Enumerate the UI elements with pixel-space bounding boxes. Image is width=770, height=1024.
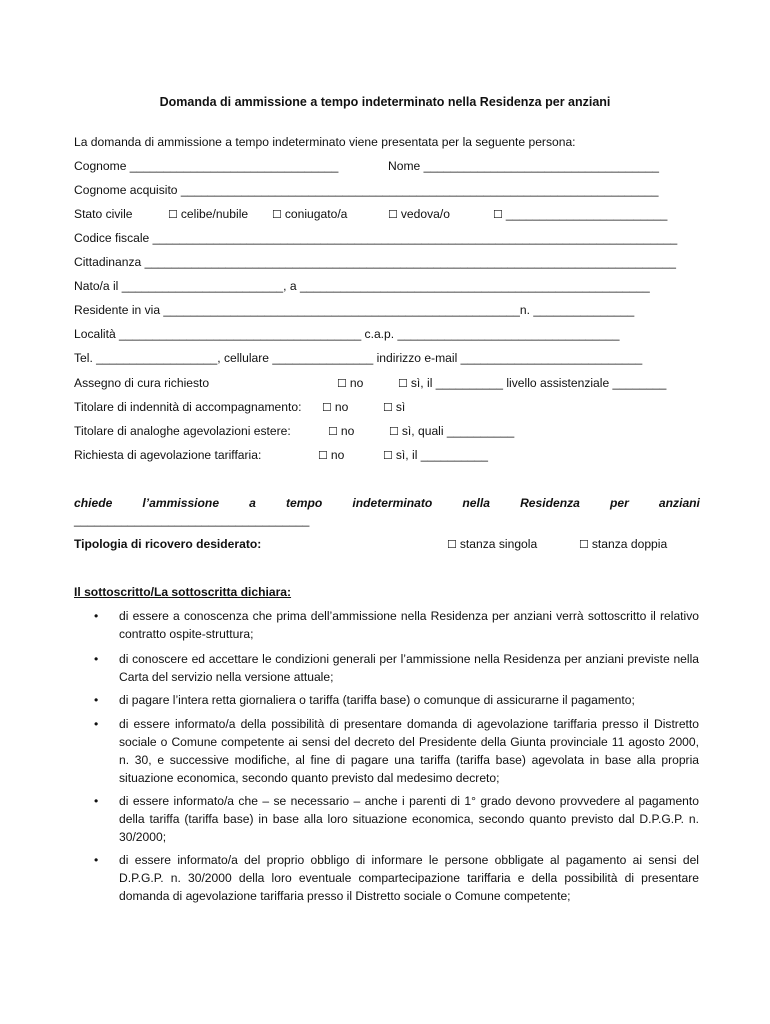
estere-row <box>74 423 694 439</box>
list-item: • di essere informato/a del proprio obbligo di informare le persone obbligate al pagamento ai sensi del D.P.G.P. n. 30/2000 della loro eventuale compartecipazione tariffaria e della possibilità di presentare domanda di agevolazione tariffaria presso il Distretto sociale o Comune competente; <box>94 853 699 903</box>
checkbox-icon[interactable]: ☐ <box>322 402 332 414</box>
list-item: • di pagare l’intera retta giornaliera o tariffa (tariffa base) o comunque di assicurarne il pagamento; <box>94 693 635 707</box>
checkbox-icon[interactable]: ☐ <box>272 209 282 221</box>
tel-field[interactable]: Tel. __________________, cellulare _______________ indirizzo e-mail ___________________________ <box>74 351 643 365</box>
stanza-singola-option[interactable]: ☐ stanza singola <box>447 537 538 551</box>
checkbox-icon[interactable]: ☐ <box>388 209 398 221</box>
cognome-acquisito-field[interactable]: Cognome acquisito _______________________________________________________________________ <box>74 183 659 197</box>
assegno-si-option[interactable]: ☐ sì, il __________ livello assistenziale ________ <box>398 376 667 390</box>
vedovo-option[interactable]: ☐ vedova/o <box>388 207 450 221</box>
agevolazione-si-option[interactable]: ☐ sì, il __________ <box>383 448 488 462</box>
checkbox-icon[interactable]: ☐ <box>328 426 338 438</box>
stato-civile-label: Stato civile <box>74 207 133 221</box>
list-item: • di essere informato/a della possibilità di presentare domanda di agevolazione tariffaria presso il Distretto sociale o Comune competente ai sensi del decreto del Presidente della Giunta provinciale 11 agosto 2000, n. 30, e successive modifiche, al fine di pagare una tariffa (tariffa base) agevolata in base alla propria situazione economica, secondo quanto previsto dal medesimo decreto; <box>94 717 699 785</box>
checkbox-icon[interactable]: ☐ <box>579 539 589 551</box>
assegno-no-option[interactable]: ☐ no <box>337 376 364 390</box>
checkbox-icon[interactable]: ☐ <box>383 450 393 462</box>
indennita-no-option[interactable]: ☐ no <box>322 400 349 414</box>
nato-field[interactable]: Nato/a il ________________________, a ____________________________________________________ <box>74 279 650 293</box>
list-item: • di essere a conoscenza che prima dell’ammissione nella Residenza per anziani verrà sottoscritto il relativo contratto ospite-struttura; <box>94 609 699 641</box>
stato-altro-option[interactable]: ☐ ________________________ <box>493 207 668 221</box>
checkbox-icon[interactable]: ☐ <box>447 539 457 551</box>
tipologia-row <box>74 536 694 552</box>
localita-field[interactable]: Località ____________________________________ c.a.p. _________________________________ <box>74 327 620 341</box>
list-item: • di essere informato/a che – se necessario – anche i parenti di 1° grado devono provvedere al pagamento della tariffa (tariffa base) in base alla loro situazione economica, secondo quanto previsto dal D.P.G.P. n. 30/2000; <box>94 794 699 844</box>
checkbox-icon[interactable]: ☐ <box>389 426 399 438</box>
checkbox-icon[interactable]: ☐ <box>493 209 503 221</box>
estere-no-option[interactable]: ☐ no <box>328 424 355 438</box>
agevolazione-label: Richiesta di agevolazione tariffaria: <box>74 448 262 462</box>
intro-text: La domanda di ammissione a tempo indeterminato viene presentata per la seguente persona: <box>74 135 576 149</box>
cognome-field[interactable]: Cognome _______________________________ <box>74 159 339 173</box>
chiede-line: chiede l’ammissione a tempo indeterminato nella Residenza per anziani <box>74 496 700 510</box>
agevolazione-no-option[interactable]: ☐ no <box>318 448 345 462</box>
assegno-label: Assegno di cura richiesto <box>74 376 210 390</box>
indennita-label: Titolare di indennità di accompagnamento: <box>74 400 302 414</box>
checkbox-icon[interactable]: ☐ <box>318 450 328 462</box>
stanza-doppia-option[interactable]: ☐ stanza doppia <box>579 537 668 551</box>
nome-field[interactable]: Nome ___________________________________ <box>388 159 660 173</box>
indennita-row <box>74 399 694 415</box>
stato-civile-row <box>74 206 694 222</box>
celibe-option[interactable]: ☐ celibe/nubile <box>168 207 249 221</box>
cognome-nome-row <box>74 158 694 174</box>
estere-si-option[interactable]: ☐ sì, quali __________ <box>389 424 515 438</box>
checkbox-icon[interactable]: ☐ <box>168 209 178 221</box>
agevolazione-row <box>74 447 694 463</box>
codice-fiscale-field[interactable]: Codice fiscale ______________________________________________________________________________ <box>74 231 678 245</box>
chiede-underline[interactable]: ___________________________________ <box>74 513 310 527</box>
residente-field[interactable]: Residente in via _____________________________________________________n. _______________ <box>74 303 635 317</box>
estere-label: Titolare di analoghe agevolazioni estere: <box>74 424 291 438</box>
checkbox-icon[interactable]: ☐ <box>383 402 393 414</box>
list-item: • di conoscere ed accettare le condizioni generali per l’ammissione nella Residenza per anziani previste nella Carta del servizio nella versione attuale; <box>94 652 699 684</box>
coniugato-option[interactable]: ☐ coniugato/a <box>272 207 348 221</box>
page-title: Domanda di ammissione a tempo indeterminato nella Residenza per anziani <box>159 95 611 109</box>
dichiara-heading: Il sottoscritto/La sottoscritta dichiara: <box>74 585 292 599</box>
cittadinanza-field[interactable]: Cittadinanza _______________________________________________________________________________ <box>74 255 676 269</box>
checkbox-icon[interactable]: ☐ <box>398 378 408 390</box>
assegno-row <box>74 375 694 391</box>
tipologia-label: Tipologia di ricovero desiderato: <box>74 537 262 551</box>
checkbox-icon[interactable]: ☐ <box>337 378 347 390</box>
indennita-si-option[interactable]: ☐ sì <box>383 400 406 414</box>
